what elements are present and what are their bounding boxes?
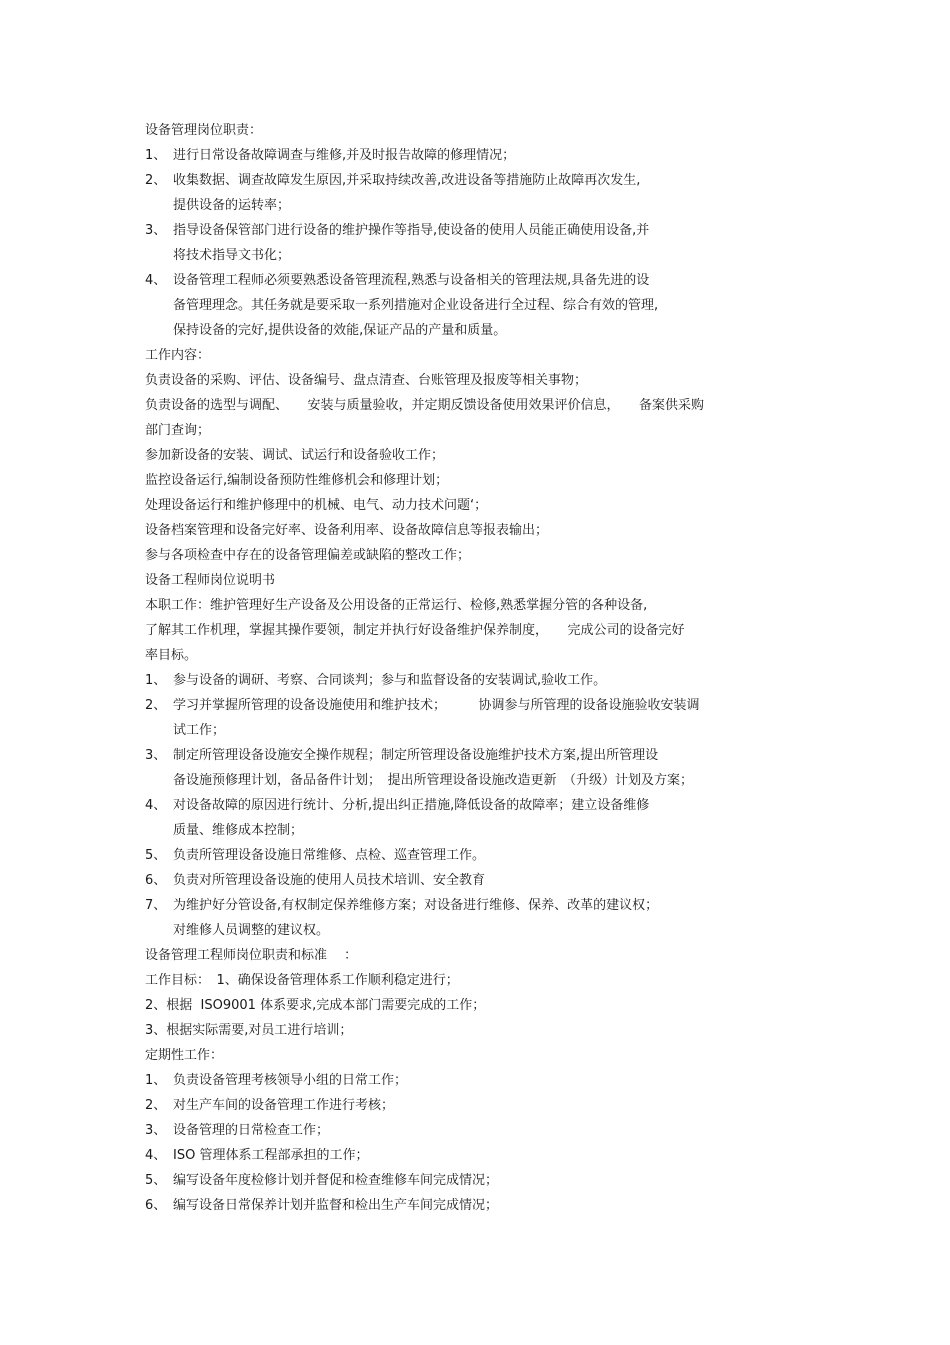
list-item: 6、 编写设备日常保养计划并监督和检出生产车间完成情况； <box>145 1198 499 1213</box>
section-title-job-description: 设备工程师岗位说明书 <box>145 573 276 588</box>
section-title-periodic: 定期性工作： <box>145 1048 224 1063</box>
list-item: 2、 学习并掌握所管理的设备设施使用和维护技术； 协调参与所管理的设备设施验收安装调 试工作； <box>145 698 700 738</box>
list-item: 3、 设备管理的日常检查工作； <box>145 1123 330 1138</box>
list-item: 1、 进行日常设备故障调查与维修,并及时报告故障的修理情况； <box>145 148 516 163</box>
duties-list <box>145 143 785 343</box>
list-item: 5、 编写设备年度检修计划并督促和检查维修车间完成情况； <box>145 1173 499 1188</box>
paragraph-line: 处理设备运行和维护修理中的机械、电气、动力技术问题‘； <box>145 498 488 513</box>
list-item: 5、 负责所管理设备设施日常维修、点检、巡查管理工作。 <box>145 848 486 863</box>
list-item: 3、 指导设备保管部门进行设备的维护操作等指导,使设备的使用人员能正确使用设备,并 将技术指导文书化； <box>145 223 650 263</box>
periodic-list <box>145 1068 785 1218</box>
paragraph-line: 负责设备的选型与调配、 安装与质量验收，并定期反馈设备使用效果评价信息， 备案供采购 <box>145 398 705 413</box>
paragraph-line: 设备档案管理和设备完好率、设备利用率、设备故障信息等报表输出； <box>145 523 549 538</box>
list-item: 2、 收集数据、调查故障发生原因,并采取持续改善,改进设备等措施防止故障再次发生, 提供设备的运转率； <box>145 173 641 213</box>
paragraph-line: 参加新设备的安装、调试、试运行和设备验收工作； <box>145 448 445 463</box>
list-item: 4、 对设备故障的原因进行统计、分析,提出纠正措施,降低设备的故障率；建立设备维修 质量、维修成本控制； <box>145 798 650 838</box>
paragraph-line: 工作目标： 1、确保设备管理体系工作顺利稳定进行； <box>145 973 459 988</box>
document-body <box>145 118 785 1218</box>
paragraph-line: 了解其工作机理，掌握其操作要领，制定并执行好设备维护保养制度， 完成公司的设备完好 <box>145 623 685 638</box>
paragraph-line: 监控设备运行,编制设备预防性维修机会和修理计划； <box>145 473 449 488</box>
list-item: 7、 为维护好分管设备,有权制定保养维修方案；对设备进行维修、保养、改革的建议权； 对维修人员调整的建议权。 <box>145 898 659 938</box>
paragraph-line: 2、根据 ISO9001 体系要求,完成本部门需要完成的工作； <box>145 998 486 1013</box>
paragraph-line: 本职工作：维护管理好生产设备及公用设备的正常运行、检修,熟悉掌握分管的各种设备, <box>145 598 648 613</box>
section-title-work-content: 工作内容： <box>145 348 211 363</box>
job-duties-list <box>145 668 785 943</box>
goals-list <box>145 968 785 1043</box>
paragraph-line: 率目标。 <box>145 648 198 663</box>
list-item: 6、 负责对所管理设备设施的使用人员技术培训、安全教育 <box>145 873 486 888</box>
paragraph-line: 部门查询； <box>145 423 211 438</box>
list-item: 1、 负责设备管理考核领导小组的日常工作； <box>145 1073 408 1088</box>
list-item: 4、 设备管理工程师必须要熟悉设备管理流程,熟悉与设备相关的管理法规,具备先进的设 备管理理念。其任务就是要采取一系列措施对企业设备进行全过程、综合有效的管理, 保持设备的完好,提供设备的效能,保证产品的产量和质量。 <box>145 273 659 338</box>
paragraph-line: 参与各项检查中存在的设备管理偏差或缺陷的整改工作； <box>145 548 471 563</box>
list-item: 1、 参与设备的调研、考察、合同谈判；参与和监督设备的安装调试,验收工作。 <box>145 673 607 688</box>
paragraph-line: 负责设备的采购、评估、设备编号、盘点清查、台账管理及报废等相关事物； <box>145 373 588 388</box>
list-item: 4、 ISO 管理体系工程部承担的工作； <box>145 1148 369 1163</box>
section-title-standards: 设备管理工程师岗位职责和标准 ： <box>145 948 358 963</box>
work-content-list <box>145 368 785 568</box>
list-item: 3、 制定所管理设备设施安全操作规程；制定所管理设备设施维护技术方案,提出所管理设 备设施预修理计划，备品备件计划； 提出所管理设备设施改造更新 （升级）计划及方案； <box>145 748 694 788</box>
list-item: 2、 对生产车间的设备管理工作进行考核； <box>145 1098 395 1113</box>
section-title-duties: 设备管理岗位职责： <box>145 123 263 138</box>
paragraph-line: 3、根据实际需要,对员工进行培训； <box>145 1023 353 1038</box>
job-intro <box>145 593 785 668</box>
